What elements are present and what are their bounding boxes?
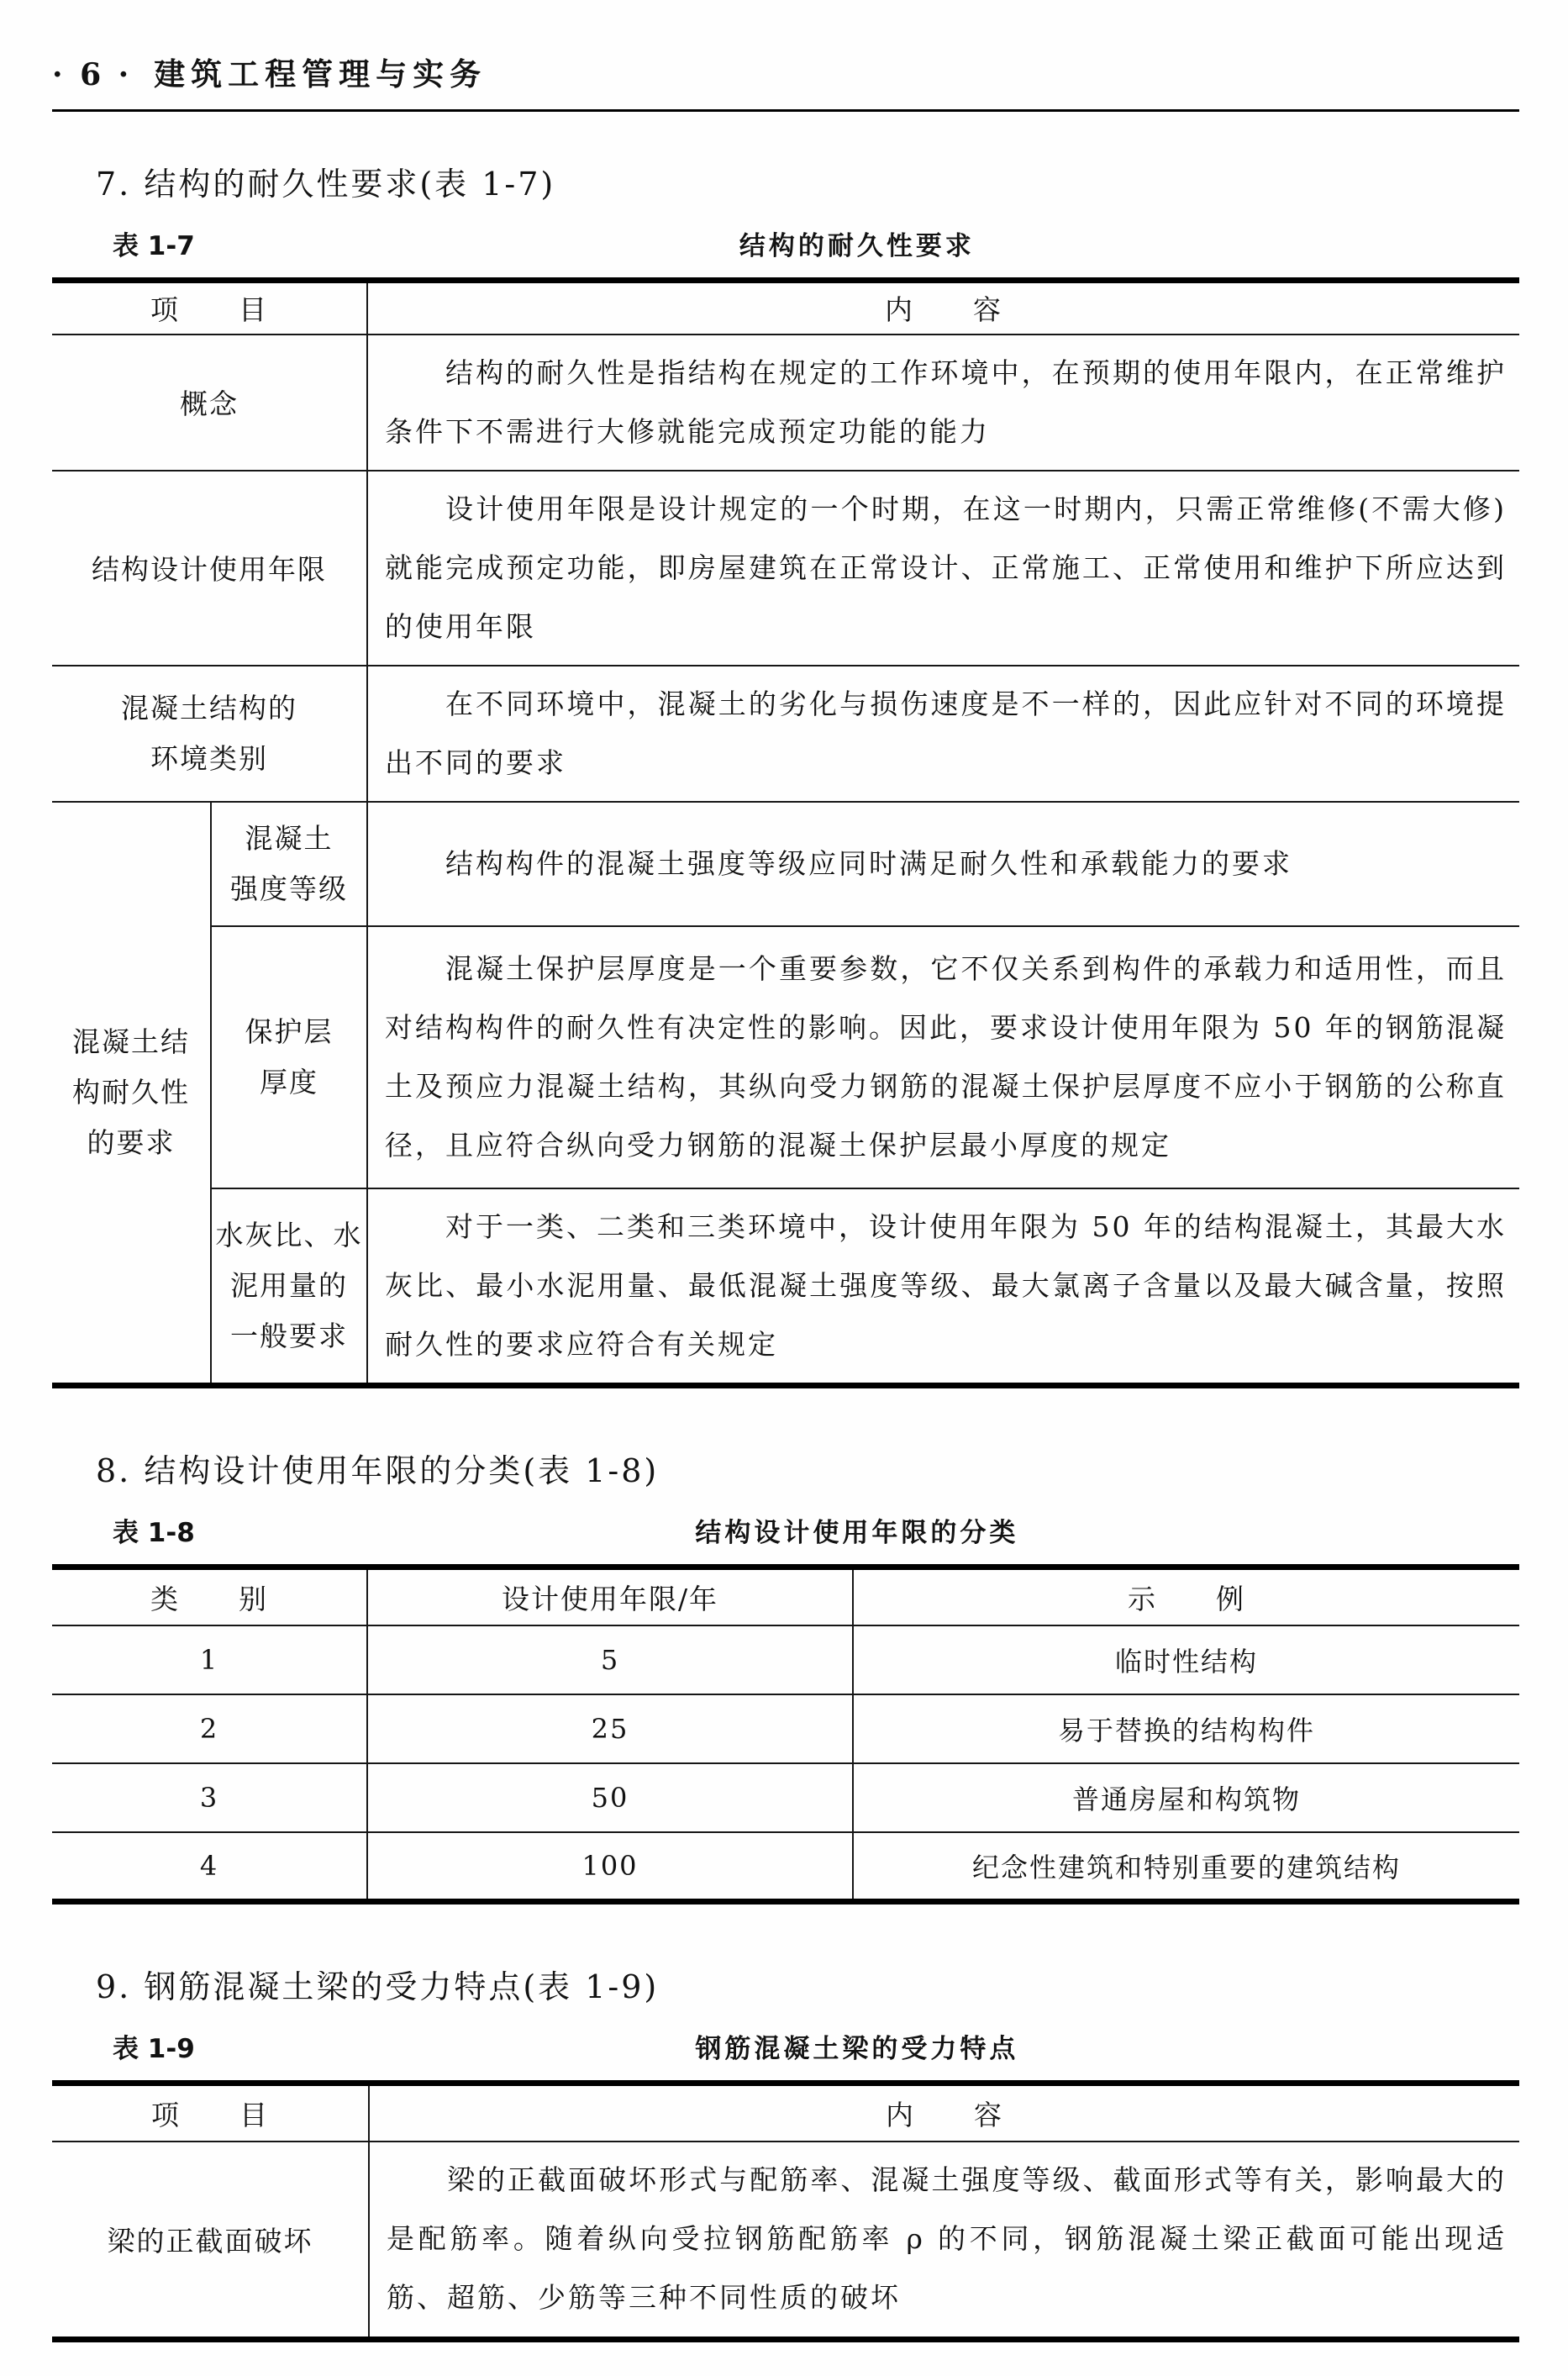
- table-row: [52, 802, 1519, 926]
- t7-cover-content: [367, 926, 1519, 1188]
- section-9: [52, 1967, 1519, 2342]
- t8-header-class: 类 别: [52, 1567, 367, 1625]
- table-1-7-caption-title: 结构的耐久性要求: [739, 231, 975, 261]
- t7-design-life-content: [367, 471, 1519, 666]
- t7-ratio-label: 水灰比、水 泥用量的 一般要求: [211, 1188, 367, 1386]
- t8-r2-example: 易于替换的结构构件: [853, 1694, 1519, 1763]
- t8-r3-years: 50: [367, 1763, 853, 1832]
- t8-r4-class: 4: [52, 1832, 367, 1901]
- paragraph: 混凝土保护层厚度是一个重要参数，它不仅关系到构件的承载力和适用性，而且对结构构件的耐久性有决定性的影响。因此，要求设计使用年限为 50 年的钢筋混凝土及预应力混凝土结构，其纵向受力钢筋的混凝土保护层厚度不应小于钢筋的公称直径，且应符合纵向受力钢筋的混凝土保护层最小厚度的规定: [385, 951, 1507, 1162]
- section-8-heading: 8. 结构设计使用年限的分类(表 1-8): [96, 1451, 660, 1489]
- section-9-heading: 9. 钢筋混凝土梁的受力特点(表 1-9): [96, 1968, 660, 2005]
- table-row: [52, 1625, 1519, 1694]
- table-1-8-caption: [52, 1511, 1519, 1549]
- table-row: [52, 926, 1519, 1188]
- t9-header-content: 内 容: [369, 2083, 1519, 2142]
- t9-beam-content: [369, 2142, 1519, 2339]
- table-row: [52, 1188, 1519, 1386]
- table-1-9: [52, 2080, 1519, 2342]
- t8-r3-class: 3: [52, 1763, 367, 1832]
- t8-header-years: 设计使用年限/年: [367, 1567, 853, 1625]
- table-row: [52, 2142, 1519, 2339]
- table-row: [52, 666, 1519, 802]
- table-row: [52, 281, 1519, 335]
- table-1-8-caption-title: 结构设计使用年限的分类: [695, 1517, 1019, 1548]
- table-row: [52, 1763, 1519, 1832]
- table-1-8-caption-label: 表 1-8: [113, 1517, 195, 1548]
- table-1-9-caption: [52, 2027, 1519, 2065]
- paragraph: 在不同环境中，混凝土的劣化与损伤速度是不一样的，因此应针对不同的环境提出不同的要求: [385, 687, 1507, 779]
- paragraph: 结构的耐久性是指结构在规定的工作环境中，在预期的使用年限内，在正常维护条件下不需进行大修就能完成预定功能的能力: [385, 356, 1507, 448]
- table-row: [52, 1567, 1519, 1625]
- t7-durability-group-label: 混凝土结 构耐久性 的要求: [52, 802, 211, 1386]
- table-1-7-caption: [52, 224, 1519, 262]
- section-7-heading: 7. 结构的耐久性要求(表 1-7): [96, 166, 556, 203]
- section-8: [52, 1451, 1519, 1904]
- t7-cover-label: 保护层 厚度: [211, 926, 367, 1188]
- t8-header-example: 示 例: [853, 1567, 1519, 1625]
- t8-r2-class: 2: [52, 1694, 367, 1763]
- t8-r4-example: 纪念性建筑和特别重要的建筑结构: [853, 1832, 1519, 1901]
- t7-strength-content: [367, 802, 1519, 926]
- table-row: [52, 2083, 1519, 2142]
- t7-environment-label: 混凝土结构的 环境类别: [52, 666, 367, 802]
- t7-design-life-label: 结构设计使用年限: [52, 471, 367, 666]
- t7-header-item: 项 目: [52, 281, 367, 335]
- t8-r1-years: 5: [367, 1625, 853, 1694]
- table-1-7: [52, 277, 1519, 1388]
- t9-header-item: 项 目: [52, 2083, 369, 2142]
- t7-strength-label: 混凝土 强度等级: [211, 802, 367, 926]
- t7-ratio-content: [367, 1188, 1519, 1386]
- table-1-8: [52, 1564, 1519, 1904]
- t7-concept-content: [367, 335, 1519, 471]
- t8-r1-class: 1: [52, 1625, 367, 1694]
- t8-r3-example: 普通房屋和构筑物: [853, 1763, 1519, 1832]
- t8-r4-years: 100: [367, 1832, 853, 1901]
- section-7: [52, 164, 1519, 1388]
- page-number: · 6 ·: [52, 57, 133, 92]
- paragraph: 设计使用年限是设计规定的一个时期，在这一时期内，只需正常维修(不需大修)就能完成预定功能，即房屋建筑在正常设计、正常施工、正常使用和维护下所应达到的使用年限: [385, 492, 1507, 643]
- t7-header-content: 内 容: [367, 281, 1519, 335]
- table-1-7-caption-label: 表 1-7: [113, 231, 195, 261]
- t7-concept-label: 概念: [52, 335, 367, 471]
- table-1-9-caption-title: 钢筋混凝土梁的受力特点: [695, 2033, 1019, 2064]
- table-row: [52, 1694, 1519, 1763]
- paragraph: 梁的正截面破坏形式与配筋率、混凝土强度等级、截面形式等有关，影响最大的是配筋率。随着纵向受拉钢筋配筋率 ρ 的不同，钢筋混凝土梁正截面可能出现适筋、超筋、少筋等三种不同性质的破坏: [387, 2163, 1507, 2315]
- book-title: 建筑工程管理与实务: [154, 56, 487, 92]
- header-rule: [52, 109, 1519, 112]
- t8-r2-years: 25: [367, 1694, 853, 1763]
- paragraph: 结构构件的混凝土强度等级应同时满足耐久性和承载能力的要求: [445, 846, 1292, 880]
- table-row: [52, 471, 1519, 666]
- table-1-9-caption-label: 表 1-9: [113, 2033, 195, 2064]
- t9-beam-label: 梁的正截面破坏: [52, 2142, 369, 2339]
- table-row: [52, 335, 1519, 471]
- t7-environment-content: [367, 666, 1519, 802]
- page-header: [52, 49, 1519, 94]
- paragraph: 对于一类、二类和三类环境中，设计使用年限为 50 年的结构混凝土，其最大水灰比、最小水泥用量、最低混凝土强度等级、最大氯离子含量以及最大碱含量，按照耐久性的要求应符合有关规定: [385, 1209, 1507, 1361]
- t8-r1-example: 临时性结构: [853, 1625, 1519, 1694]
- table-row: [52, 1832, 1519, 1901]
